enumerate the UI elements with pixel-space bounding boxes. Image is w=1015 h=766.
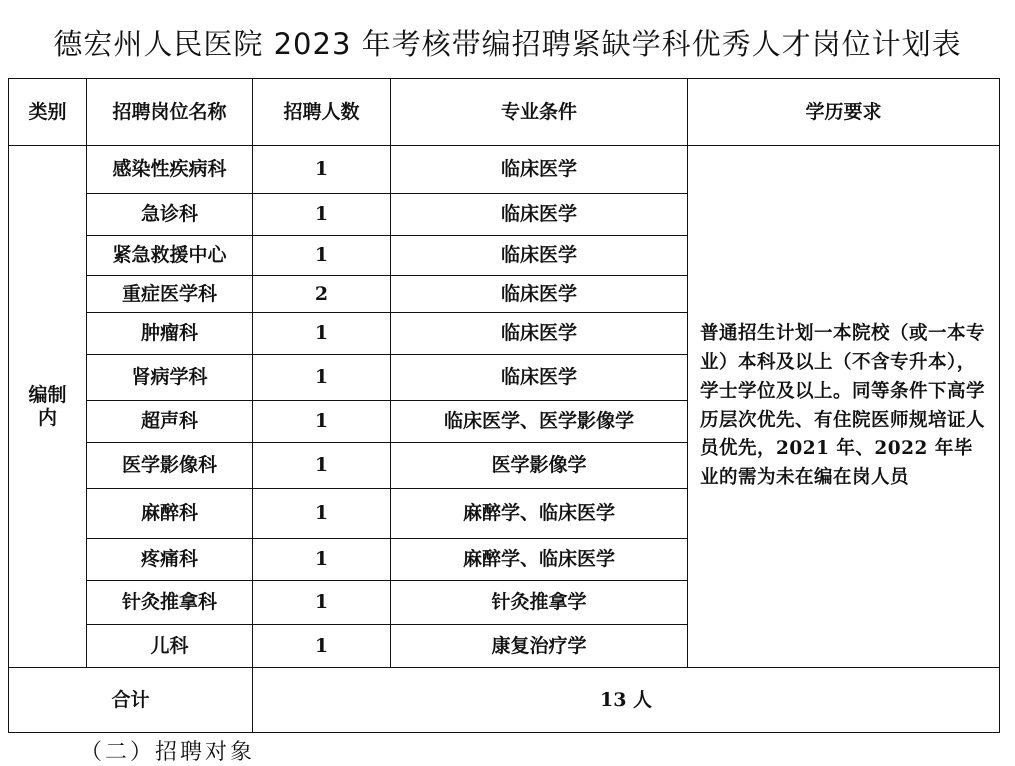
header-count: 招聘人数 <box>253 79 391 146</box>
major-cell: 临床医学 <box>391 313 688 355</box>
count-cell: 1 <box>253 489 391 539</box>
count-cell: 1 <box>253 443 391 489</box>
major-cell: 临床医学、医学影像学 <box>391 401 688 443</box>
position-cell: 急诊科 <box>87 194 253 236</box>
position-cell: 儿科 <box>87 625 253 668</box>
total-row <box>9 668 1000 733</box>
major-cell: 康复治疗学 <box>391 625 688 668</box>
major-cell: 医学影像学 <box>391 443 688 489</box>
count-cell: 1 <box>253 355 391 401</box>
position-cell: 疼痛科 <box>87 539 253 581</box>
count-cell: 1 <box>253 236 391 276</box>
header-position: 招聘岗位名称 <box>87 79 253 146</box>
major-cell: 临床医学 <box>391 146 688 194</box>
major-cell: 临床医学 <box>391 236 688 276</box>
count-cell: 1 <box>253 313 391 355</box>
position-cell: 重症医学科 <box>87 276 253 313</box>
count-cell: 1 <box>253 401 391 443</box>
major-cell: 麻醉学、临床医学 <box>391 539 688 581</box>
header-education: 学历要求 <box>688 79 1000 146</box>
count-cell: 1 <box>253 581 391 625</box>
count-cell: 1 <box>253 625 391 668</box>
position-cell: 感染性疾病科 <box>87 146 253 194</box>
position-cell: 针灸推拿科 <box>87 581 253 625</box>
header-category: 类别 <box>9 79 87 146</box>
table-row <box>9 146 1000 194</box>
position-cell: 医学影像科 <box>87 443 253 489</box>
major-cell: 临床医学 <box>391 194 688 236</box>
category-cell: 编制内 <box>9 146 87 668</box>
position-cell: 肾病学科 <box>87 355 253 401</box>
recruitment-plan-table <box>8 78 1000 733</box>
total-value: 13 人 <box>253 668 1000 733</box>
position-cell: 麻醉科 <box>87 489 253 539</box>
total-label: 合计 <box>9 668 253 733</box>
footer-section-heading: （二）招聘对象 <box>80 740 256 765</box>
count-cell: 1 <box>253 194 391 236</box>
count-cell: 1 <box>253 146 391 194</box>
major-cell: 临床医学 <box>391 276 688 313</box>
major-cell: 针灸推拿学 <box>391 581 688 625</box>
position-cell: 紧急救援中心 <box>87 236 253 276</box>
education-requirement-cell: 普通招生计划一本院校（或一本专业）本科及以上（不含专升本），学士学位及以上。同等条件下高学历层次优先、有住院医师规培证人员优先，2021 年、2022 年毕业的需为未在编在岗人员 <box>688 146 1000 668</box>
position-cell: 肿瘤科 <box>87 313 253 355</box>
position-cell: 超声科 <box>87 401 253 443</box>
header-row <box>9 79 1000 146</box>
header-major: 专业条件 <box>391 79 688 146</box>
page-title: 德宏州人民医院 2023 年考核带编招聘紧缺学科优秀人才岗位计划表 <box>53 27 962 61</box>
major-cell: 麻醉学、临床医学 <box>391 489 688 539</box>
major-cell: 临床医学 <box>391 355 688 401</box>
count-cell: 2 <box>253 276 391 313</box>
count-cell: 1 <box>253 539 391 581</box>
